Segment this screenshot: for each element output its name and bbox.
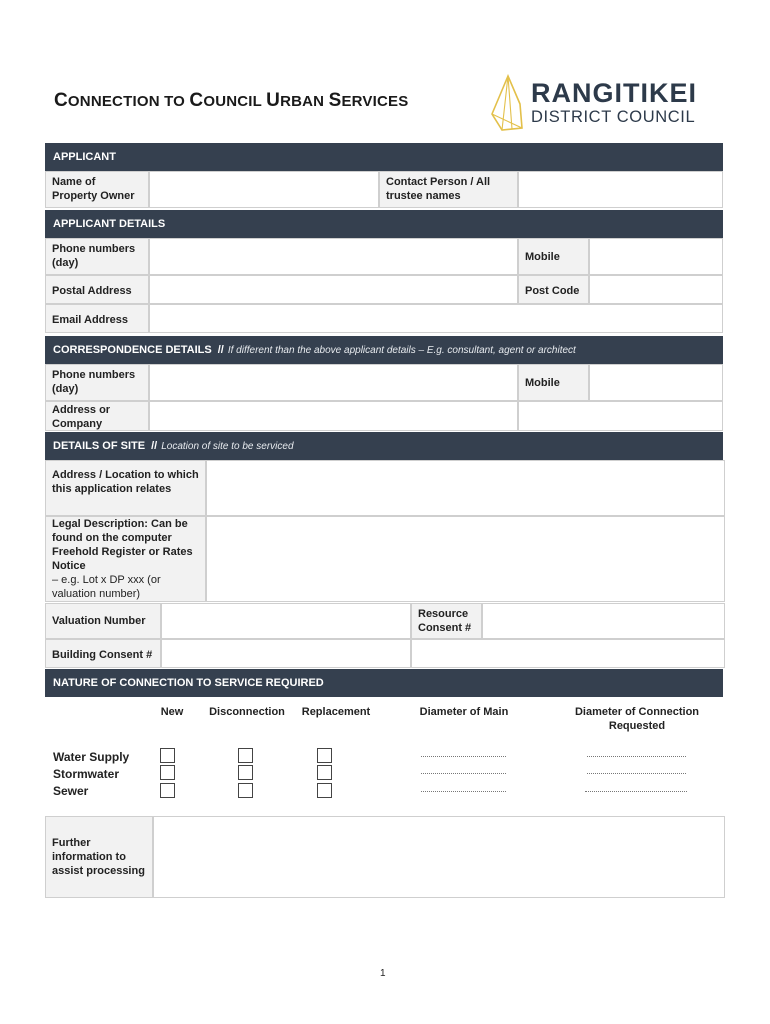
correspondence-address-field[interactable]: [149, 401, 518, 431]
column-new: New: [160, 706, 184, 718]
correspondence-mobile-field[interactable]: [589, 364, 723, 401]
contact-person-label: Contact Person / All trustee names: [379, 171, 518, 208]
legal-description-hint: – e.g. Lot x DP xxx (or valuation number): [52, 574, 161, 600]
post-code-field[interactable]: [589, 275, 723, 304]
postal-address-field[interactable]: [149, 275, 518, 304]
phone-field[interactable]: [149, 238, 518, 275]
water-disconnection-checkbox[interactable]: [238, 748, 253, 763]
contact-person-field[interactable]: [518, 171, 723, 208]
stormwater-new-checkbox[interactable]: [160, 765, 175, 780]
further-information-label: Further information to assist processing: [45, 816, 153, 898]
building-consent-field[interactable]: [161, 639, 411, 668]
water-new-checkbox[interactable]: [160, 748, 175, 763]
column-diameter-of-main: Diameter of Main: [419, 706, 509, 718]
sewer-diameter-connection-field[interactable]: [585, 791, 687, 792]
sewer-diameter-main-field[interactable]: [421, 791, 506, 792]
council-logo-icon: [488, 74, 526, 132]
email-address-label: Email Address: [45, 304, 149, 333]
logo-subtitle: DISTRICT COUNCIL: [531, 108, 696, 126]
property-owner-label: Name of Property Owner: [45, 171, 149, 208]
column-replacement: Replacement: [301, 706, 371, 718]
service-stormwater: Stormwater: [53, 767, 120, 781]
building-consent-label: Building Consent #: [45, 639, 161, 668]
sewer-new-checkbox[interactable]: [160, 783, 175, 798]
water-replacement-checkbox[interactable]: [317, 748, 332, 763]
service-sewer: Sewer: [53, 784, 89, 798]
site-address-field[interactable]: [206, 460, 725, 516]
postal-address-label: Postal Address: [45, 275, 149, 304]
column-diameter-of-connection: Diameter of Connection Requested: [574, 706, 700, 732]
post-code-label: Post Code: [518, 275, 589, 304]
correspondence-address-label: Address or Company: [45, 401, 149, 431]
page-title: CONNECTION TO COUNCIL URBAN SERVICES: [54, 90, 409, 111]
stormwater-replacement-checkbox[interactable]: [317, 765, 332, 780]
sewer-disconnection-checkbox[interactable]: [238, 783, 253, 798]
site-address-label: Address / Location to which this application relates: [45, 460, 206, 516]
legal-description-field[interactable]: [206, 516, 725, 602]
property-owner-field[interactable]: [149, 171, 379, 208]
legal-description-label: Legal Description: Can be found on the computer Freehold Register or Rates Notice – e.g. Lot x DP xxx (or valuation number): [45, 516, 206, 602]
service-water-supply: Water Supply: [53, 750, 130, 764]
stormwater-disconnection-checkbox[interactable]: [238, 765, 253, 780]
resource-consent-field[interactable]: [482, 603, 725, 639]
site-details-header: DETAILS OF SITE // Location of site to be serviced: [45, 432, 723, 460]
correspondence-phone-label: Phone numbers (day): [45, 364, 149, 401]
column-disconnection: Disconnection: [209, 706, 285, 718]
resource-consent-label: Resource Consent #: [411, 603, 482, 639]
mobile-field[interactable]: [589, 238, 723, 275]
applicant-section-header: APPLICANT: [45, 143, 723, 171]
stormwater-diameter-connection-field[interactable]: [587, 773, 686, 774]
correspondence-details-header: CORRESPONDENCE DETAILS // If different than the above applicant details – E.g. consultant, agent or architect: [45, 336, 723, 364]
page-number: 1: [380, 968, 386, 979]
applicant-details-header: APPLICANT DETAILS: [45, 210, 723, 238]
further-information-field[interactable]: [153, 816, 725, 898]
valuation-number-label: Valuation Number: [45, 603, 161, 639]
mobile-label: Mobile: [518, 238, 589, 275]
logo-name: RANGITIKEI: [531, 78, 698, 108]
correspondence-mobile-label: Mobile: [518, 364, 589, 401]
nature-of-connection-header: NATURE OF CONNECTION TO SERVICE REQUIRED: [45, 669, 723, 697]
correspondence-address-extra-field[interactable]: [518, 401, 723, 431]
email-address-field[interactable]: [149, 304, 723, 333]
stormwater-diameter-main-field[interactable]: [421, 773, 506, 774]
phone-label: Phone numbers (day): [45, 238, 149, 275]
building-consent-extra-field[interactable]: [411, 639, 725, 668]
correspondence-phone-field[interactable]: [149, 364, 518, 401]
valuation-number-field[interactable]: [161, 603, 411, 639]
water-diameter-main-field[interactable]: [421, 756, 506, 757]
water-diameter-connection-field[interactable]: [587, 756, 686, 757]
sewer-replacement-checkbox[interactable]: [317, 783, 332, 798]
